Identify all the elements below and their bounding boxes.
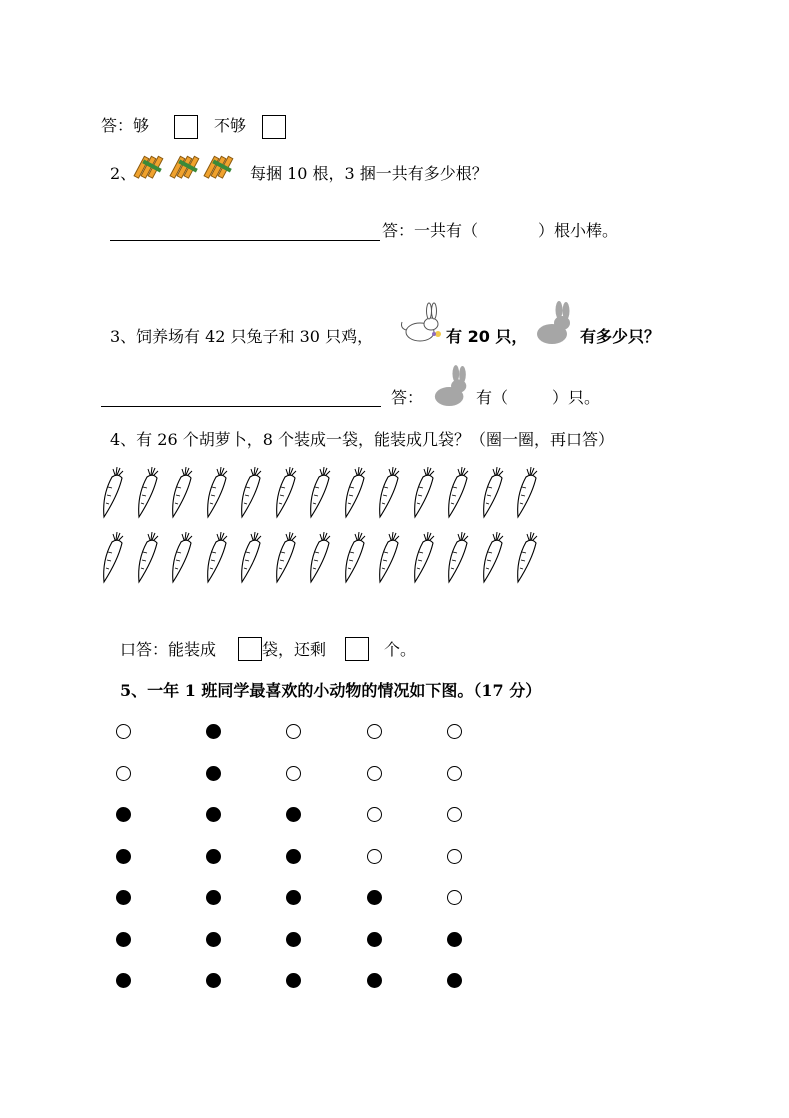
- filled-dot: [116, 849, 131, 864]
- stick-bundle-icon: [206, 150, 240, 182]
- filled-dot: [367, 973, 382, 988]
- stick-bundle-icon: [136, 150, 170, 182]
- carrot-outline-icon: [342, 530, 368, 584]
- q4-oral-suffix: 个。: [384, 640, 417, 659]
- q3-gray-rabbit-question: 有多少只？: [580, 327, 661, 346]
- filled-dot: [447, 973, 462, 988]
- filled-dot: [116, 807, 131, 822]
- filled-dot: [206, 849, 221, 864]
- carrot-outline-icon: [514, 465, 540, 519]
- carrot-outline-icon: [307, 465, 333, 519]
- carrot-outline-icon: [204, 465, 230, 519]
- q1-enough-checkbox[interactable]: [174, 115, 198, 139]
- q4-question: 4、有 26 个胡萝卜，8 个装成一袋，能装成几袋？（圈一圈，再口答）: [110, 430, 614, 449]
- filled-dot: [206, 766, 221, 781]
- q2-question: 每捆 10 根，3 捆一共有多少根？: [250, 164, 488, 183]
- white-rabbit-icon: [398, 302, 444, 344]
- q1-not-enough-checkbox[interactable]: [262, 115, 286, 139]
- open-dot: [286, 766, 301, 781]
- open-dot: [367, 849, 382, 864]
- q3-question: 饲养场有 42 只兔子和 30 只鸡，: [136, 327, 374, 346]
- carrot-outline-icon: [376, 530, 402, 584]
- filled-dot: [286, 807, 301, 822]
- filled-dot: [447, 932, 462, 947]
- filled-dot: [367, 890, 382, 905]
- carrot-outline-icon: [238, 465, 264, 519]
- gray-rabbit-icon: [432, 366, 472, 408]
- q3-number: 3、: [110, 327, 137, 346]
- open-dot: [447, 807, 462, 822]
- carrot-outline-icon: [135, 465, 161, 519]
- q3-answer-label: 答：: [391, 388, 424, 407]
- filled-dot: [206, 932, 221, 947]
- q1-answer-enough-label: 答：够: [101, 116, 150, 135]
- carrot-outline-icon: [445, 530, 471, 584]
- carrot-outline-icon: [514, 530, 540, 584]
- carrot-outline-icon: [238, 530, 264, 584]
- q2-bundles: [136, 150, 242, 186]
- carrot-outline-icon: [411, 465, 437, 519]
- q3-answer-has: 有（: [476, 388, 509, 407]
- q2-answer-suffix: ）根小棒。: [538, 221, 619, 240]
- open-dot: [447, 890, 462, 905]
- filled-dot: [286, 849, 301, 864]
- filled-dot: [206, 807, 221, 822]
- q2-answer-text: 答：一共有（: [382, 221, 479, 240]
- carrot-outline-icon: [411, 530, 437, 584]
- filled-dot: [116, 973, 131, 988]
- filled-dot: [367, 932, 382, 947]
- stick-bundle-icon: [172, 150, 206, 182]
- open-dot: [367, 724, 382, 739]
- open-dot: [116, 766, 131, 781]
- q4-oral-prefix: 口答：能装成: [120, 640, 217, 659]
- carrot-outline-icon: [480, 530, 506, 584]
- carrot-outline-icon: [100, 465, 126, 519]
- carrot-outline-icon: [273, 465, 299, 519]
- carrot-outline-icon: [100, 530, 126, 584]
- q5-title: 5、一年 1 班同学最喜欢的小动物的情况如下图。（17 分）: [120, 681, 542, 700]
- q3-white-rabbit-text: 有 20 只，: [446, 327, 528, 346]
- carrot-outline-icon: [376, 465, 402, 519]
- filled-dot: [286, 973, 301, 988]
- q3-equation-line[interactable]: [101, 406, 381, 407]
- q4-oral-middle: 袋，还剩: [262, 640, 327, 659]
- q4-bags-answer-box[interactable]: [238, 637, 262, 661]
- open-dot: [447, 849, 462, 864]
- carrot-outline-icon: [480, 465, 506, 519]
- carrot-outline-icon: [169, 530, 195, 584]
- carrot-outline-icon: [204, 530, 230, 584]
- open-dot: [367, 807, 382, 822]
- carrot-outline-icon: [169, 465, 195, 519]
- filled-dot: [206, 973, 221, 988]
- open-dot: [286, 724, 301, 739]
- open-dot: [367, 766, 382, 781]
- filled-dot: [116, 890, 131, 905]
- q4-remainder-answer-box[interactable]: [345, 637, 369, 661]
- filled-dot: [286, 932, 301, 947]
- filled-dot: [116, 932, 131, 947]
- filled-dot: [286, 890, 301, 905]
- filled-dot: [206, 890, 221, 905]
- q2-equation-line[interactable]: [110, 240, 380, 241]
- q3-answer-suffix: ）只。: [552, 388, 601, 407]
- q1-not-enough-label: 不够: [214, 116, 247, 135]
- carrot-outline-icon: [307, 530, 333, 584]
- open-dot: [447, 724, 462, 739]
- q2-number: 2、: [110, 164, 137, 183]
- filled-dot: [206, 724, 221, 739]
- carrot-outline-icon: [135, 530, 161, 584]
- carrot-outline-icon: [273, 530, 299, 584]
- carrot-outline-icon: [342, 465, 368, 519]
- open-dot: [447, 766, 462, 781]
- carrot-outline-icon: [445, 465, 471, 519]
- gray-rabbit-icon: [534, 302, 576, 346]
- open-dot: [116, 724, 131, 739]
